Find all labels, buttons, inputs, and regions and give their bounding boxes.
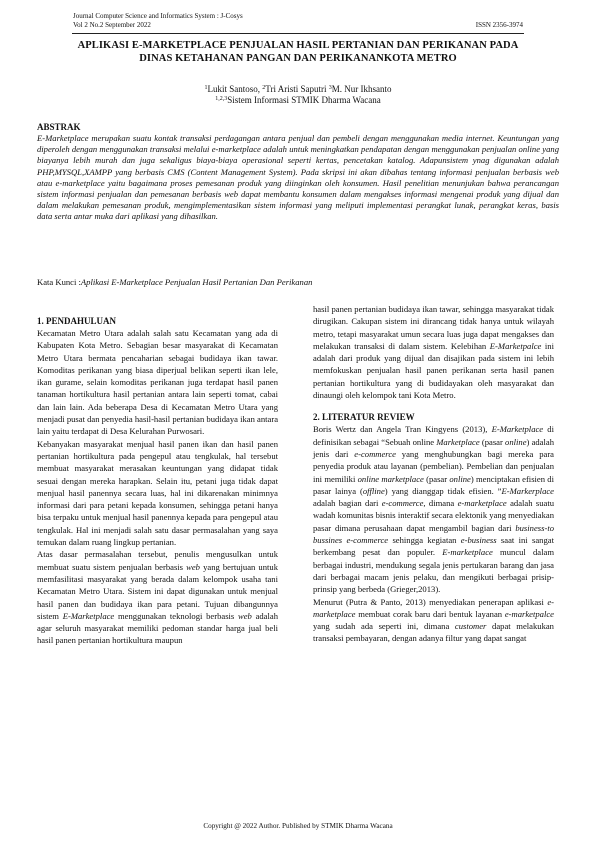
text-run: , dimana: [423, 498, 458, 509]
section-1-paragraph-2: Kebanyakan masyarakat menjual hasil panen ikan dan hasil panen pertanian hortikultura pada pengepul atau tengkulak, hal tersebut membuat masyarakat merasakan keuntungan yang didapat tidak sesuai dengan mereka harapkan. Selain itu, petani juga tidak dapat menjual hasil panennya secara luas, hal ini dikarenakan minimnya informasi dari para petani kepada konsumen, sehingga petani hanya bisa terpaku untuk menjual hasil panennya kepada para pengepul atau tengkulak. Hal ini menjadi salah satu dasar permasalahan yang saya temukan dalam ruang lingkup pertanian.: [37, 438, 278, 548]
text-run: adalah suatu wadah komunitas bisnis interaktif secara elektonik yang menyediakan pasar dimana perusahaan dapat mengambil bagian dari: [313, 498, 554, 533]
section-2-paragraph-1: [313, 423, 554, 595]
journal-name: Journal Computer Science and Informatics System : J-Cosys: [73, 12, 243, 20]
text-run: yang sudah ada seperti ini, dimana: [313, 621, 455, 632]
running-header: [73, 12, 243, 30]
section-1-paragraph-3: [37, 548, 278, 646]
author-2-marker: 2: [262, 85, 266, 91]
text-run-italic: business-to bussines e-commerce: [313, 522, 554, 546]
title-line-2: DINAS KETAHANAN PANGAN DAN PERIKANANKOTA METRO: [139, 53, 457, 64]
text-run: adalah agar seluruh masyarakat memiliki pedoman standar harga jual beli hasil panen pertanian hortikultura maupun: [37, 610, 278, 646]
text-run-italic: E-Marketplace: [62, 610, 115, 621]
affiliation: [0, 94, 596, 106]
text-run-italic: online: [449, 473, 471, 484]
left-column: [37, 315, 278, 647]
text-run-italic: e-marketpalce: [504, 608, 554, 619]
author-1-marker: 1: [204, 85, 208, 91]
text-run: (pasar: [479, 436, 506, 447]
text-run-italic: online marketplace: [357, 473, 424, 484]
text-run-italic: E-marketplace: [442, 547, 493, 558]
paper-title: [35, 39, 561, 65]
author-3: M. Nur Ikhsanto: [331, 84, 392, 94]
title-line-1: APLIKASI E-MARKETPLACE PENJUALAN HASIL PERTANIAN DAN PERIKANAN PADA: [77, 40, 519, 51]
section-1-heading: 1. PENDAHULUAN: [37, 316, 117, 326]
author-3-marker: 3: [328, 85, 332, 91]
text-run: Boris Wertz dan Angela Tran Kingyens (2013),: [313, 424, 492, 435]
keywords-label: Kata Kunci :: [37, 277, 81, 287]
text-run-italic: offline: [362, 485, 385, 496]
header-divider: [72, 33, 524, 34]
text-run: Atas dasar permasalahan tersebut, penulis mengusulkan untuk membuat suatu sistem penjualan berbasis: [37, 549, 278, 572]
text-run: yang menghubungkan bagi mereka para penyedia produk atau layanan (pembelian). Pembelian dan penjualan ini memiliki: [313, 448, 554, 484]
keywords: [37, 277, 312, 288]
text-run-italic: E-Markerplace: [501, 485, 554, 496]
section-1-paragraph-4: [313, 303, 554, 401]
text-run: ) adalah jenis dari: [313, 436, 554, 459]
text-run: (pasar: [423, 473, 450, 484]
text-run-italic: e-marketplace: [457, 498, 507, 509]
text-run-italic: customer: [454, 621, 487, 632]
keywords-value: Aplikasi E-Marketplace Penjualan Hasil Pertanian Dan Perikanan: [80, 277, 313, 287]
text-run: di definisikan sebagai “Sebuah online: [313, 424, 554, 447]
text-run-italic: E-Marketplace: [491, 424, 544, 435]
text-run: muncul dalam berbagai industri, mendukung segala jenis pertukaran barang dan jasa dari berbagai macam jenis pelaku, dan mengikuti berbagai prisip-prinsip yang berbeda (Grieger,2013).: [313, 547, 555, 595]
page-footer: Copyright @ 2022 Author. Published by STMIK Dharma Wacana: [203, 822, 393, 830]
text-run: ) menciptakan efisien di pasar lainya (: [313, 473, 554, 496]
text-run-italic: e-business: [460, 535, 497, 546]
text-run-italic: e- marketplace: [313, 596, 554, 619]
text-run: menggunakan teknologi berbasis: [114, 610, 238, 621]
text-run-italic: web: [238, 610, 252, 621]
text-run: dapat melakukan transaksi pembayaran, dengan adanya filtur yang dapat sangat: [313, 621, 554, 644]
text-run-italic: E-Marketpalce: [489, 340, 542, 351]
text-run: sehingga kegiatan: [388, 535, 461, 546]
text-run: adalah bagian dari: [313, 498, 382, 509]
text-run-italic: web: [186, 561, 200, 572]
author-1: Lukit Santoso,: [207, 84, 263, 94]
abstract-body: E-Marketplace merupakan suatu kontak transaksi perdagangan antara penjual dan pembeli dengan menggunakan media internet. Keuntungan yang diperoleh dengan menggunakan transaksi melalui e-marketplace adalah untuk meningkatkan pendapatan dengan menggunakan penjualan online yang biayanya lebih murah dan juga sekaligus biaya-biaya operasional seperti kertas, pencetakan katalog. Adapunsistem ynag digunakan adalah PHP,MYSQL,XAMPP yang berbasis CMS (Content Management System). Pada skripsi ini akan dibahas tentang informasi penjualan berbasis web atau e-marketplace yaitu bagaimana proses pemesanan produk yang diinginkan oleh konsumen. Hasil penelitian menunjukan bahwa perancangan sistem informasi penjualan dan pemesanan berbasis web dapat membantu konsumen dalam mengakses informasi mengenai produk yang dijual dan dalam melakukan pemesanan produk, mengimplementasikan sistem informasi yang meliputi implementasi perangkat lunak, perangkat keras, basis data serta antar muka dari aplikasi yang dihasilkan.: [37, 133, 559, 222]
abstract-heading: ABSTRAK: [37, 122, 81, 132]
text-run: saat ini sangat berkembang pesat dan populer.: [313, 535, 554, 558]
volume-info: Vol 2 No.2 September 2022: [73, 21, 151, 29]
text-run-italic: e-commerce: [381, 498, 424, 509]
section-2-heading: 2. LITERATUR REVIEW: [313, 412, 415, 423]
author-2: Tri Aristi Saputri: [265, 84, 329, 94]
text-run: ) yang dianggap tidak efisien. ”: [384, 485, 502, 496]
affiliation-marker: 1,2,3: [215, 96, 228, 102]
text-run: ini adalah dari produk yang dijual dan disajikan pada sistem ini lebih memfokuskan penjualan hasil panen perikanan serta hasil panen pertanian hortikultura yang di budidayakan oleh masyarakat dan dinaungi oleh kelompok tani Kota Metro.: [313, 340, 554, 401]
text-run: yang bertujuan untuk memfasilitasi masyarakat yang berada dalam kelompok usaha tani Kecamatan Metro Utara. Sistem ini dapat digunakan untuk menjual hasil panen dan budidaya ikan para petani. Tujuan dibangunnya sistem: [37, 561, 279, 621]
affiliation-text: Sistem Informasi STMIK Dharma Wacana: [227, 95, 381, 105]
text-run: membuat corak baru dari bentuk layanan: [355, 608, 505, 619]
text-run: Menurut (Putra & Panto, 2013) menyediakan penerapan aplikasi: [313, 596, 548, 607]
text-run-italic: online: [505, 436, 527, 447]
issn: ISSN 2356-3974: [475, 21, 523, 29]
text-run-italic: Marketplace: [436, 436, 480, 447]
text-run: hasil panen pertanian budidaya ikan tawar, sehingga masyarakat tidak dirugikan. Cakupan sistem ini dirancang tidak hanya untuk wilayah metro, tetapi masyarakat umun secara luas juga dapat mengakses dan melakukan transaksi di dalam sistem. Kelebihan: [313, 304, 554, 351]
section-2-paragraph-2: [313, 596, 554, 645]
text-run-italic: e-commerce: [354, 448, 396, 459]
section-1-paragraph-1: Kecamatan Metro Utara adalah salah satu Kecamatan yang ada di Kabupaten Kota Metro. Sebagian besar masyarakat di Kecamatan Metro Utara bermata pencaharian sebagai budidaya ikan tawar. Komoditas perikanan yang biasa diperjual belikan seperti ikan lele, ikan gurame, selain komoditas perikanan juga terdapat hasil panen tanaman hortikultura hasil pertanian antara lain seperti tomat, cabai dan lain lain. Ada beberapa Desa di Kecamatan Metro Utara yang menjadi pusat dan penyedia hasil-hasil pertanian budidaya ikan antara lain yaitu terdapat di Desa Kelurahan Purwosari.: [37, 328, 279, 437]
right-column: [313, 303, 554, 645]
section-gap: [313, 401, 554, 411]
